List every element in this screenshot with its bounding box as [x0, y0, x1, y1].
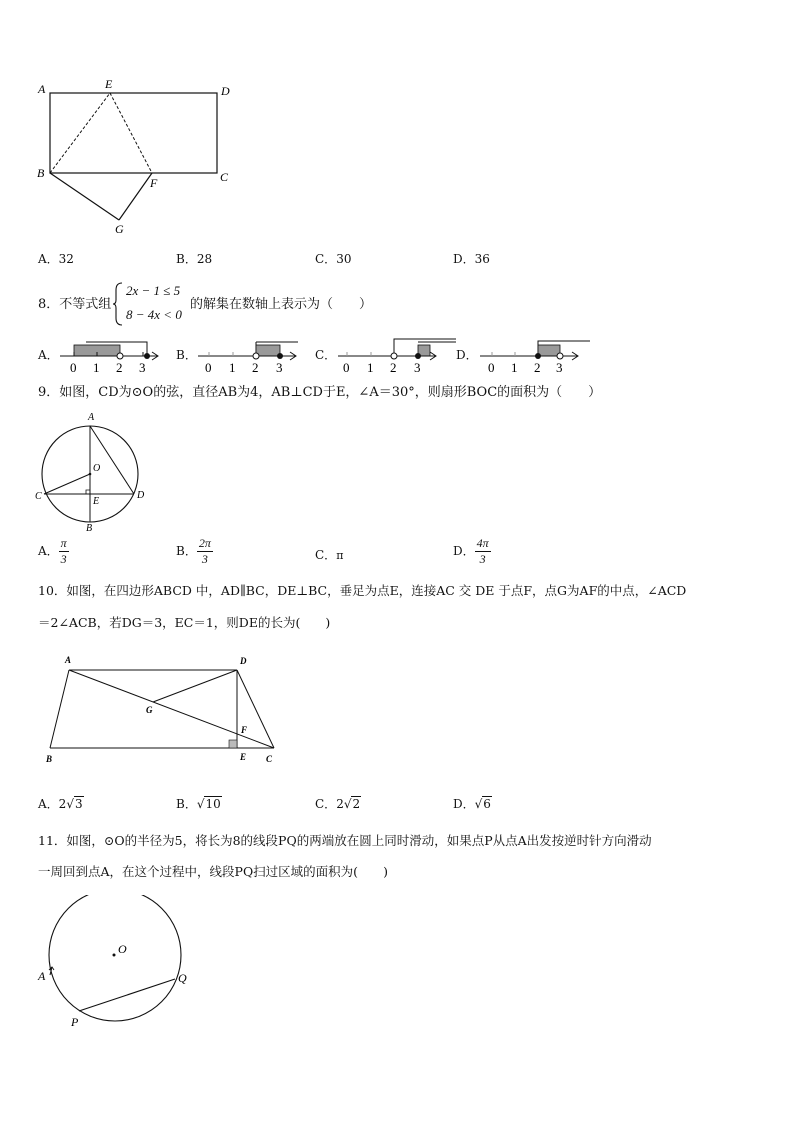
svg-text:B: B [86, 523, 93, 534]
segment-ef [110, 93, 152, 173]
svg-text:2: 2 [252, 360, 259, 374]
svg-text:2: 2 [116, 360, 123, 374]
label-b: B [37, 166, 45, 180]
svg-text:1: 1 [229, 360, 236, 374]
q8-numberline-c [336, 336, 461, 374]
segment-pq [79, 979, 175, 1011]
q10-option-b[interactable]: B．√10 [176, 797, 221, 811]
svg-text:E: E [240, 752, 247, 762]
svg-text:0: 0 [70, 360, 77, 374]
svg-text:Q: Q [178, 971, 187, 985]
q11-question-line1: 11．如图，⊙O的半径为5，将长为8的线段PQ的两端放在圆上同时滑动，如果点P从点A出发按逆时针方向滑动 [38, 833, 652, 848]
label-d: D [221, 84, 230, 98]
q8-inequality-1: 2x − 1 ≤ 5 [126, 283, 181, 298]
q7-option-b[interactable]: B．28 [176, 252, 213, 266]
q7-figure [30, 75, 240, 240]
q10-option-c[interactable]: C．2√2 [315, 797, 361, 811]
svg-text:3: 3 [276, 360, 283, 374]
q10-question-line1: 10．如图，在四边形ABCD 中，AD∥BC，DE⊥BC，垂足为点E，连接AC 交 DE 于点F，点G为AF的中点，∠ACD [38, 583, 687, 598]
q10-question-line2: ＝2∠ACB，若DG＝3，EC＝1，则DE的长为( ) [38, 615, 331, 630]
svg-text:G: G [146, 705, 153, 715]
segment-be [50, 93, 110, 173]
label-c: C [220, 170, 229, 184]
q11-question-line2: 一周回到点A，在这个过程中，线段PQ扫过区域的面积为( ) [38, 864, 388, 879]
q7-option-c[interactable]: C．30 [315, 252, 352, 266]
q11-figure [30, 895, 205, 1035]
q9-option-c[interactable]: C．π [315, 548, 344, 562]
svg-text:O: O [118, 942, 127, 956]
svg-text:D: D [137, 490, 145, 501]
q7-option-d[interactable]: D．36 [453, 252, 490, 266]
q10-option-d[interactable]: D．√6 [453, 797, 491, 811]
svg-text:C: C [35, 491, 42, 502]
svg-text:A: A [88, 412, 95, 423]
svg-text:3: 3 [139, 360, 146, 374]
svg-text:B: B [46, 754, 53, 764]
label-g: G [115, 222, 124, 236]
svg-text:1: 1 [93, 360, 100, 374]
q8-option-b[interactable]: B． [176, 348, 197, 362]
q8-numberline-b [196, 336, 306, 374]
q8-numberline-a [58, 336, 168, 374]
q8-option-a[interactable]: A． [38, 348, 59, 362]
q8-suffix: 的解集在数轴上表示为（ ） [190, 297, 373, 312]
q9-option-a[interactable]: A． $\frac{\pi}{3}$ [38, 536, 67, 566]
svg-text:1: 1 [511, 360, 518, 374]
svg-text:0: 0 [205, 360, 212, 374]
q9-figure [30, 408, 160, 536]
label-e: E [105, 77, 113, 91]
svg-text:1: 1 [367, 360, 374, 374]
segment-gf [119, 173, 152, 220]
q7-option-a[interactable]: A．32 [38, 252, 74, 266]
label-f: F [150, 176, 158, 190]
q8-prefix: 8．不等式组 [38, 297, 112, 312]
svg-text:O: O [93, 463, 101, 474]
q9-option-d[interactable]: D． $\frac{4\pi}{3}$ [453, 536, 489, 566]
rectangle-abcd [50, 93, 217, 173]
svg-text:3: 3 [414, 360, 421, 374]
svg-text:A: A [38, 969, 46, 983]
q8-option-d[interactable]: D． [456, 348, 478, 362]
svg-text:C: C [266, 754, 273, 764]
svg-text:2: 2 [534, 360, 541, 374]
q8-option-c[interactable]: C． [315, 348, 337, 362]
svg-text:D: D [240, 656, 247, 666]
svg-text:2: 2 [390, 360, 397, 374]
segment-bg [50, 173, 119, 220]
circle-o [49, 895, 181, 1021]
q9-question: 9．如图，CD为⊙O的弦，直径AB为4，AB⊥CD于E，∠A＝30°，则扇形BOC的面积为（ ） [38, 385, 602, 400]
q10-option-a[interactable]: A．2√3 [38, 797, 83, 811]
svg-text:F: F [241, 725, 248, 735]
svg-text:P: P [71, 1015, 79, 1029]
label-a: A [38, 82, 46, 96]
q8-inequality-2: 8 − 4x < 0 [126, 307, 182, 322]
q9-option-b[interactable]: B． $\frac{2\pi}{3}$ [176, 536, 211, 566]
svg-text:0: 0 [488, 360, 495, 374]
svg-text:3: 3 [556, 360, 563, 374]
svg-text:E: E [93, 496, 100, 507]
q8-numberline-d [478, 336, 598, 374]
q10-figure [40, 650, 285, 768]
q8-brace [112, 282, 124, 326]
svg-text:0: 0 [343, 360, 350, 374]
svg-text:A: A [65, 655, 72, 665]
